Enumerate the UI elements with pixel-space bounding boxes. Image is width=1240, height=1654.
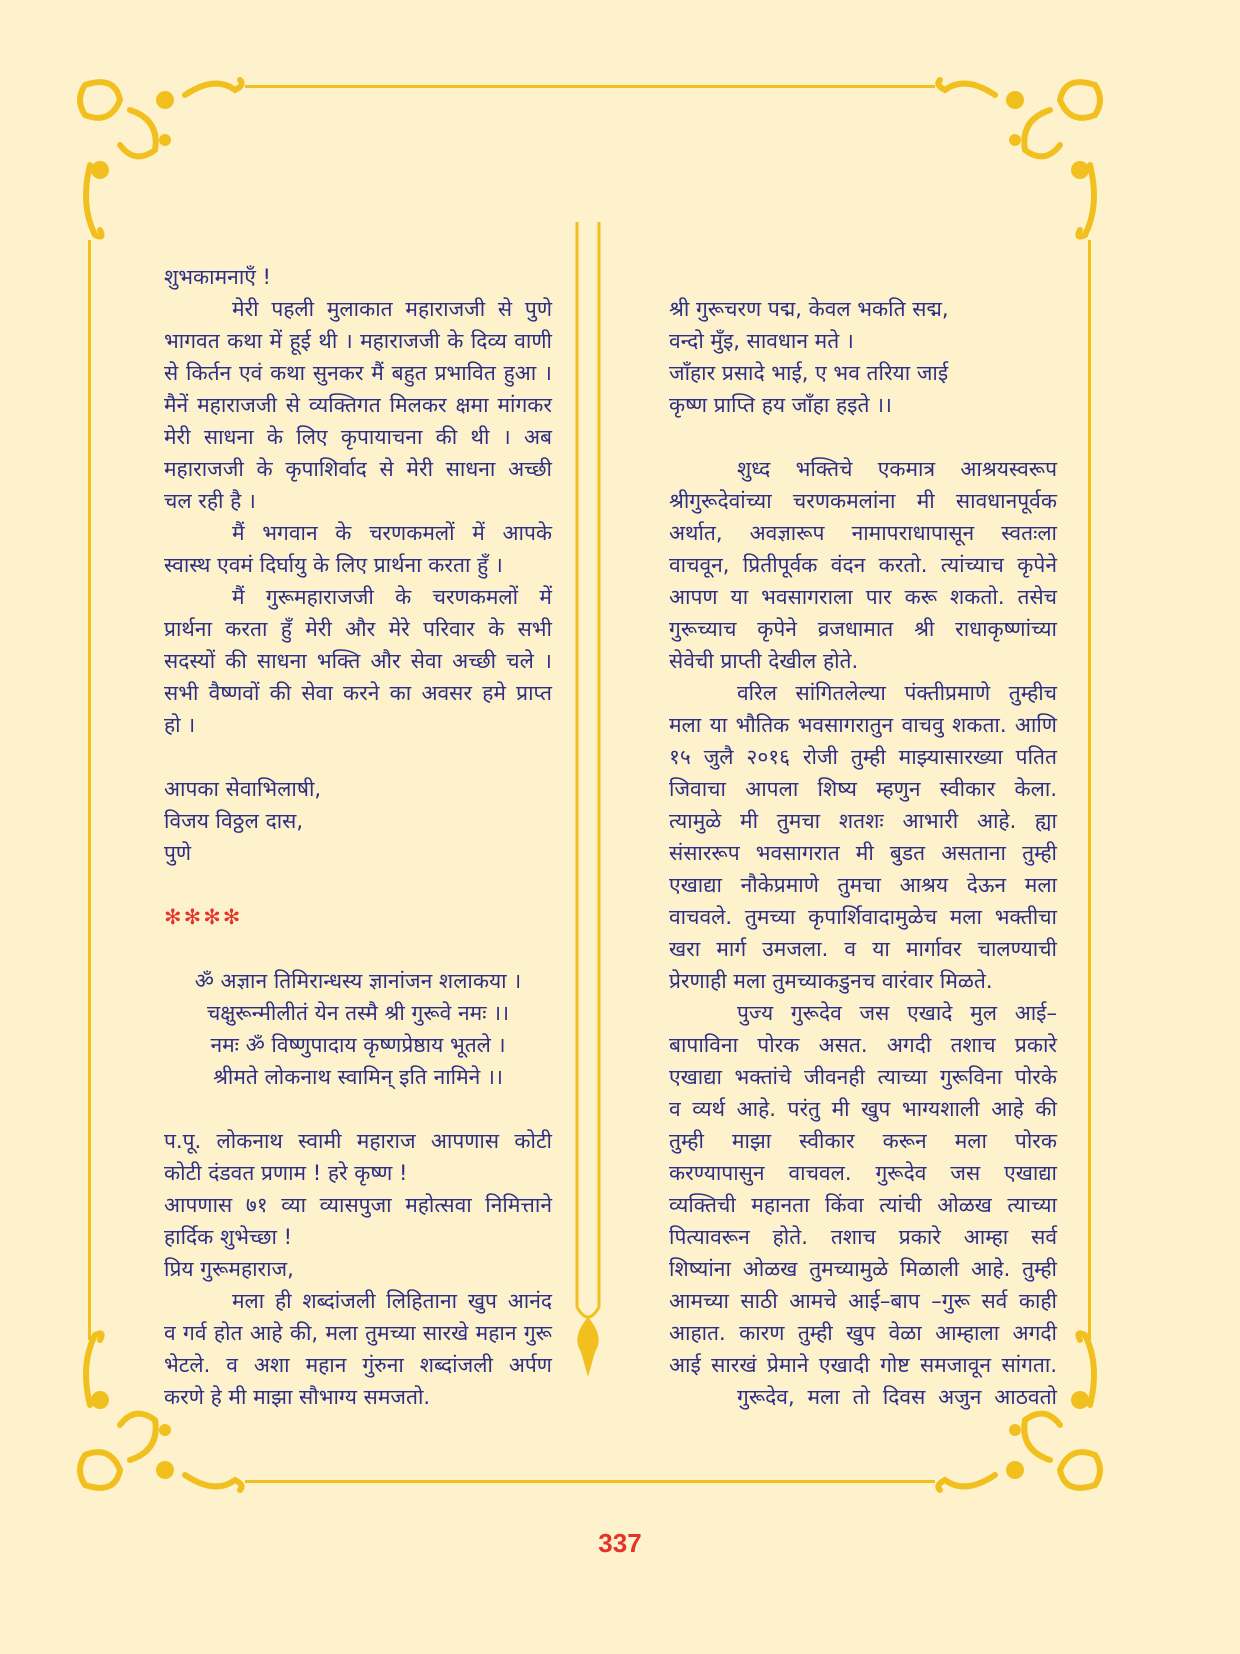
text-line: पित्यावरून होते. तशाच प्रकारे आम्हा सर्व [669, 1225, 1057, 1249]
text-line: प्रिय गुरूमहाराज, [164, 1257, 294, 1281]
text-line: चल रही है । [164, 489, 256, 513]
text-line: आमच्या साठी आमचे आई–बाप –गुरू सर्व काही [669, 1289, 1057, 1313]
text-line: आहात. कारण तुम्ही खुप वेळा आम्हाला अगदी [669, 1321, 1057, 1345]
blank-line [164, 1093, 552, 1125]
text-line: मला ही शब्दांजली लिहिताना खुप आनंद [232, 1289, 552, 1313]
blank-line [164, 933, 552, 965]
text-line: हार्दिक शुभेच्छा ! [164, 1225, 293, 1249]
text-line: आपका सेवाभिलाषी, [164, 777, 322, 801]
text-line: विजय विठ्ठल दास, [164, 809, 304, 833]
text-line: मेरी पहली मुलाकात महाराजजी से पुणे [232, 297, 552, 321]
text-line: जाँहार प्रसादे भाई, ए भव तरिया जाई [669, 361, 949, 385]
text-line: बापाविना पोरक असत. अगदी तशाच प्रकारे [669, 1033, 1057, 1057]
text-line: वाचवून, प्रितीपूर्वक वंदन करतो. त्यांच्याच कृपेने [669, 553, 1057, 577]
text-line: वन्दो मुँइ, सावधान मते । [669, 329, 854, 353]
text-line: संसाररूप भवसागरात मी बुडत असताना तुम्ही [669, 841, 1057, 865]
text-line: मैं भगवान के चरणकमलों में आपके [232, 521, 552, 545]
text-line: आपणास ७१ व्या व्यासपुजा महोत्सवा निमित्ताने [164, 1193, 552, 1217]
separator-stars: ✻✻✻✻ [164, 905, 243, 929]
text-line: प्रार्थना करता हुँ मेरी और मेरे परिवार के सभी [164, 617, 552, 641]
text-line: मला या भौतिक भवसागरातुन वाचवु शकता. आणि [669, 713, 1057, 737]
text-line: व व्यर्थ आहे. परंतु मी खुप भाग्यशाली आहे की [669, 1097, 1057, 1121]
page-number: 337 [598, 1528, 642, 1558]
text-line: मेरी साधना के लिए कृपायाचना की थी । अब [164, 425, 552, 449]
column-divider [565, 222, 611, 1382]
text-line: एखाद्या भक्तांचे जीवनही त्याच्या गुरूविना पोरके [669, 1065, 1057, 1089]
border-left [88, 240, 91, 1340]
text-line: करण्यापासुन वाचवल. गुरूदेव जस एखाद्या [669, 1161, 1057, 1185]
border-top [245, 85, 935, 88]
border-bottom [245, 1480, 935, 1483]
text-line: तुम्ही माझा स्वीकार करून मला पोरक [669, 1129, 1057, 1153]
text-line: कृष्ण प्राप्ति हय जाँहा हइते ।। [669, 393, 893, 417]
text-line: हो । [164, 713, 196, 737]
text-line: एखाद्या नौकेप्रमाणे तुमचा आश्रय देऊन मला [669, 873, 1057, 897]
text-line: गुरूच्याच कृपेने व्रजधामात श्री राधाकृष्णांच्या [669, 617, 1057, 641]
text-line: शुध्द भक्तिचे एकमात्र आश्रयस्वरूप [737, 457, 1057, 481]
text-line: १५ जुलै २०१६ रोजी तुम्ही माझ्यासारख्या पतित [669, 745, 1057, 769]
text-line: महाराजजी के कृपाशिर्वाद से मेरी साधना अच्छी [164, 457, 552, 481]
text-line: त्यामुळे मी तुमचा शतशः आभारी आहे. ह्या [669, 809, 1057, 833]
text-line: वाचवले. तुमच्या कृपार्शिवादामुळेच मला भक्तीचा [669, 905, 1057, 929]
text-line: व गर्व होत आहे की, मला तुमच्या सारखे महान गुरू [164, 1321, 552, 1345]
text-line: श्रीगुरूदेवांच्या चरणकमलांना मी सावधानपूर्वक [669, 489, 1057, 513]
text-line: मैं गुरूमहाराजजी के चरणकमलों में [232, 585, 552, 609]
text-line: वरिल सांगितलेल्या पंक्तीप्रमाणे तुम्हीच [737, 681, 1057, 705]
text-line: अर्थात, अवज्ञारूप नामापराधापासून स्वतःला [669, 521, 1057, 545]
text-line: पुणे [164, 841, 192, 865]
text-line: कोटी दंडवत प्रणाम ! हरे कृष्ण ! [164, 1161, 408, 1185]
text-line: सभी वैष्णवों की सेवा करने का अवसर हमे प्राप्त [164, 681, 552, 705]
border-right [1088, 240, 1091, 1340]
text-line: प.पू. लोकनाथ स्वामी महाराज आपणास कोटी [164, 1129, 552, 1153]
text-line: जिवाचा आपला शिष्य म्हणुन स्वीकार केला. [669, 777, 1057, 801]
blank-line [164, 869, 552, 901]
text-line: सेवेची प्राप्ती देखील होते. [669, 649, 859, 673]
text-line: श्री गुरूचरण पद्म, केवल भकति सद्म, [669, 297, 949, 321]
drop-ornament-icon [577, 1317, 598, 1377]
verse-line: चक्षुरून्मीलीतं येन तस्मै श्री गुरूवे नमः ।। [206, 1001, 510, 1025]
corner-ornament-top-left [75, 75, 255, 245]
text-line: प्रेरणाही मला तुमच्याकडुनच वारंवार मिळते. [669, 969, 993, 993]
text-line: पुज्य गुरूदेव जस एखादे मुल आई– [737, 1001, 1057, 1025]
blank-line [669, 421, 1057, 453]
text-line: से किर्तन एवं कथा सुनकर मैं बहुत प्रभावित हुआ । [164, 361, 552, 385]
text-line: भागवत कथा में हूई थी । महाराजजी के दिव्य वाणी [164, 329, 552, 353]
text-line: शिष्यांना ओळख तुमच्यामुळे मिळाली आहे. तुम्ही [669, 1257, 1057, 1281]
text-line: करणे हे मी माझा सौभाग्य समजतो. [164, 1385, 431, 1409]
right-column [669, 293, 1057, 1413]
text-line: आई सारखं प्रेमाने एखादी गोष्ट समजावून सांगता. [669, 1353, 1057, 1377]
text-line: सदस्यों की साधना भक्ति और सेवा अच्छी चले । [164, 649, 552, 673]
text-line: भेटले. व अशा महान गुंरुना शब्दांजली अर्पण [164, 1353, 552, 1377]
text-line: आपण या भवसागराला पार करू शकतो. तसेच [669, 585, 1057, 609]
text-line: शुभकामनाएँ ! [164, 265, 271, 289]
blank-line [164, 741, 552, 773]
text-line: गुरूदेव, मला तो दिवस अजुन आठवतो [737, 1385, 1057, 1409]
verse-line: श्रीमते लोकनाथ स्वामिन् इति नामिने ।। [213, 1065, 503, 1089]
left-column [164, 261, 552, 1413]
verse-line: नमः ॐ विष्णुपादाय कृष्णप्रेष्ठाय भूतले । [210, 1033, 506, 1057]
corner-ornament-top-right [925, 75, 1105, 245]
text-line: मैनें महाराजजी से व्यक्तिगत मिलकर क्षमा मांगकर [164, 393, 552, 417]
text-line: स्वास्थ एवमं दिर्घायु के लिए प्रार्थना करता हुँ । [164, 553, 503, 577]
text-line: खरा मार्ग उमजला. व या मार्गावर चालण्याची [669, 937, 1057, 961]
text-line: व्यक्तिची महानता किंवा त्यांची ओळख त्याच्या [669, 1193, 1057, 1217]
verse-line: ॐ अज्ञान तिमिरान्धस्य ज्ञानांजन शलाकया । [194, 969, 522, 993]
